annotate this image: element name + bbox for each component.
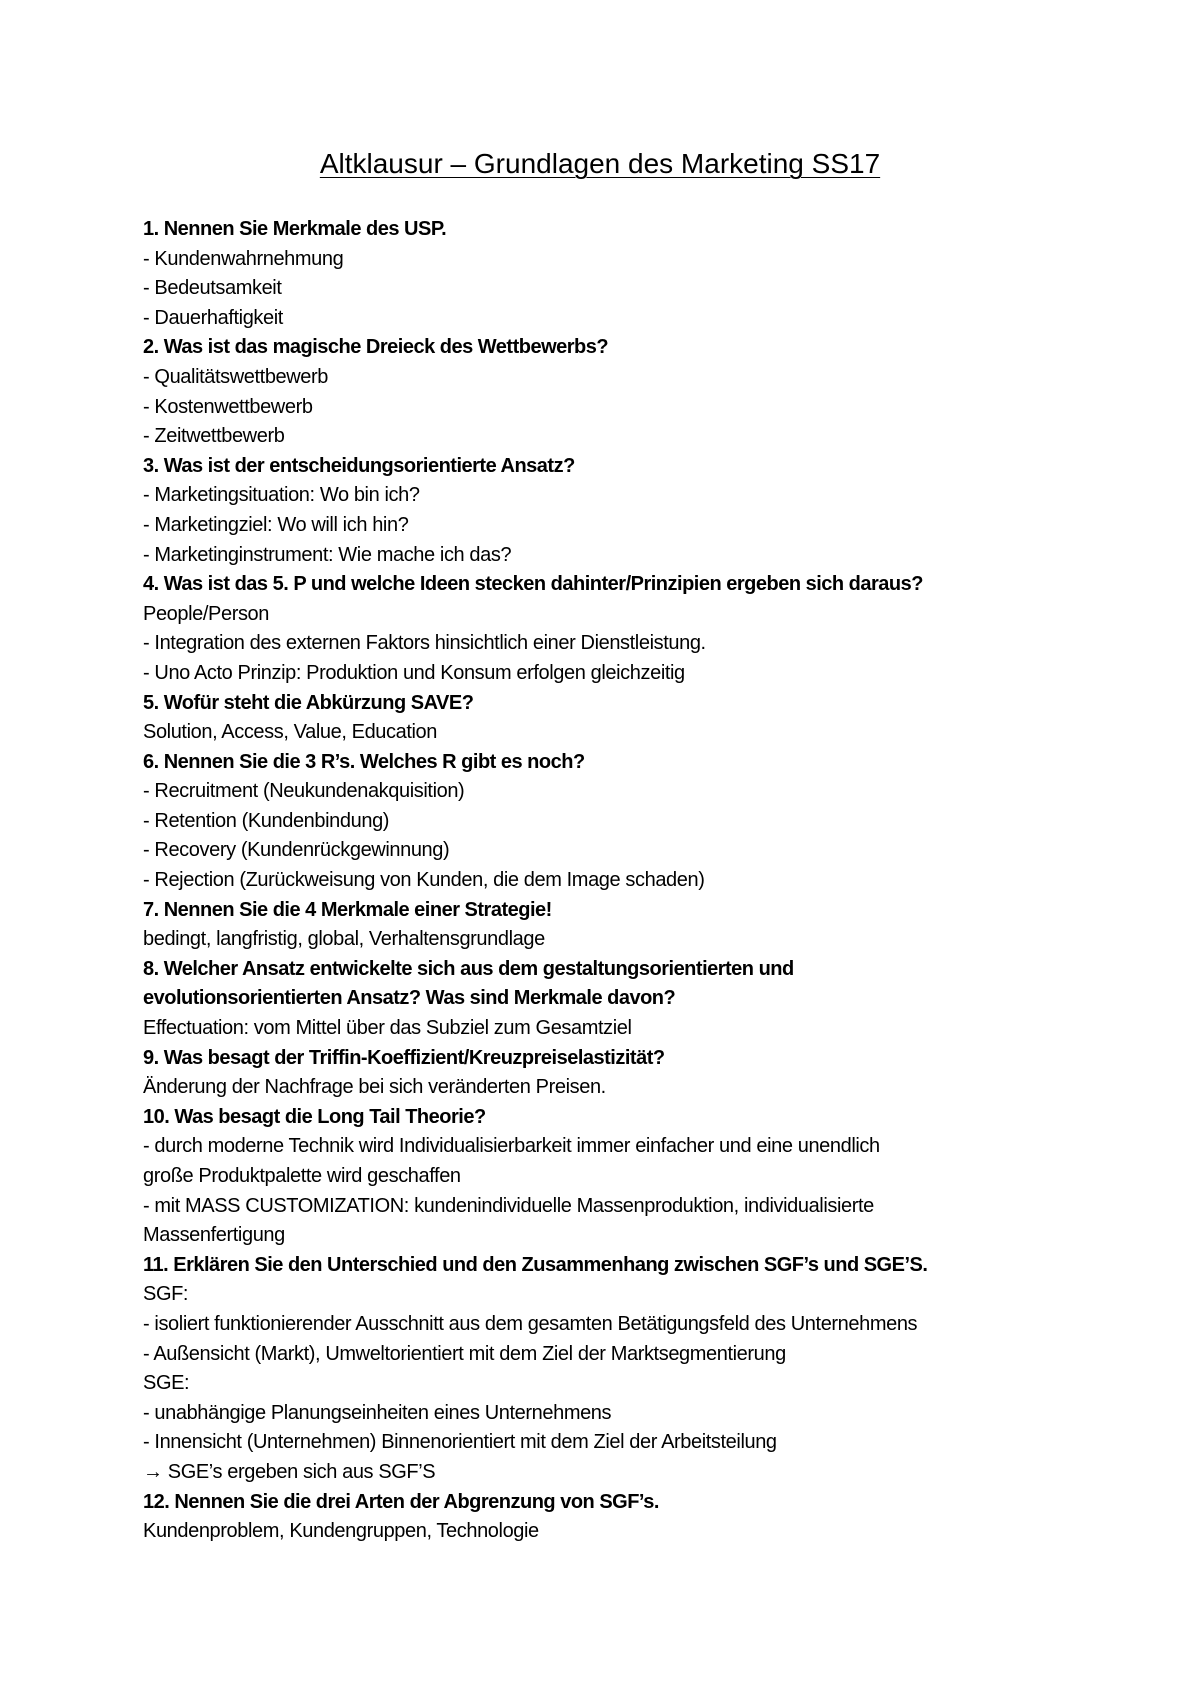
document-body [143,215,1143,1547]
question-line: 1. Nennen Sie Merkmale des USP. [143,218,447,240]
answer-line: Kundenproblem, Kundengruppen, Technologie [143,1520,539,1543]
question-line: 9. Was besagt der Triffin-Koeffizient/Kreuzpreiselastizität? [143,1046,665,1069]
answer-line: - Kundenwahrnehmung [143,247,344,270]
answer-line: Änderung der Nachfrage bei sich veränderten Preisen. [143,1076,606,1099]
answer-line: - durch moderne Technik wird Individualisierbarkeit immer einfacher und eine unendlich [143,1135,880,1158]
question-line: 10. Was besagt die Long Tail Theorie? [143,1105,486,1128]
answer-line: → SGE’s ergeben sich aus SGF’S [143,1460,436,1483]
answer-line: - Bedeutsamkeit [143,277,282,300]
answer-line: große Produktpalette wird geschaffen [143,1165,461,1187]
answer-line: - Recovery (Kundenrückgewinnung) [143,839,450,862]
answer-line: Solution, Access, Value, Education [143,721,437,744]
question-line: 8. Welcher Ansatz entwickelte sich aus dem gestaltungsorientierten und [143,957,794,980]
answer-line: - Marketinginstrument: Wie mache ich das? [143,543,512,566]
answer-line: Massenfertigung [143,1224,285,1247]
answer-line: - mit MASS CUSTOMIZATION: kundenindividuelle Massenproduktion, individualisierte [143,1194,874,1217]
question-line: 5. Wofür steht die Abkürzung SAVE? [143,691,474,714]
answer-line: - Retention (Kundenbindung) [143,809,390,832]
answer-line: - unabhängige Planungseinheiten eines Unternehmens [143,1401,612,1424]
answer-line: - Uno Acto Prinzip: Produktion und Konsum erfolgen gleichzeitig [143,661,685,684]
question-line: 7. Nennen Sie die 4 Merkmale einer Strategie! [143,898,552,921]
question-line: evolutionsorientierten Ansatz? Was sind Merkmale davon? [143,987,676,1010]
answer-line: - Recruitment (Neukundenakquisition) [143,780,465,803]
question-line: 2. Was ist das magische Dreieck des Wettbewerbs? [143,336,609,359]
answer-line: - Innensicht (Unternehmen) Binnenorientiert mit dem Ziel der Arbeitsteilung [143,1431,777,1454]
answer-line: SGF: [143,1283,189,1306]
question-line: 3. Was ist der entscheidungsorientierte Ansatz? [143,454,575,477]
answer-line: - Marketingsituation: Wo bin ich? [143,484,420,507]
question-line: 11. Erklären Sie den Unterschied und den Zusammenhang zwischen SGF’s und SGE’S. [143,1253,928,1276]
answer-line: bedingt, langfristig, global, Verhaltensgrundlage [143,928,545,951]
answer-line: - Kostenwettbewerb [143,395,313,418]
answer-line: - Außensicht (Markt), Umweltorientiert mit dem Ziel der Marktsegmentierung [143,1342,786,1365]
question-line: 4. Was ist das 5. P und welche Ideen stecken dahinter/Prinzipien ergeben sich daraus? [143,573,923,596]
answer-line: - isoliert funktionierender Ausschnitt aus dem gesamten Betätigungsfeld des Unternehmens [143,1312,918,1335]
answer-line: Effectuation: vom Mittel über das Subziel zum Gesamtziel [143,1017,632,1040]
answer-line: - Zeitwettbewerb [143,425,285,448]
answer-line: - Integration des externen Faktors hinsichtlich einer Dienstleistung. [143,632,706,655]
question-line: 6. Nennen Sie die 3 R’s. Welches R gibt es noch? [143,750,585,773]
answer-line: People/Person [143,602,270,625]
answer-line: - Rejection (Zurückweisung von Kunden, die dem Image schaden) [143,869,705,892]
answer-line: - Qualitätswettbewerb [143,365,329,388]
answer-line: SGE: [143,1372,190,1395]
document-title: Altklausur – Grundlagen des Marketing SS17 [319,148,881,179]
answer-line: - Dauerhaftigkeit [143,306,283,329]
answer-line: - Marketingziel: Wo will ich hin? [143,513,409,536]
question-line: 12. Nennen Sie die drei Arten der Abgrenzung von SGF’s. [143,1490,659,1513]
